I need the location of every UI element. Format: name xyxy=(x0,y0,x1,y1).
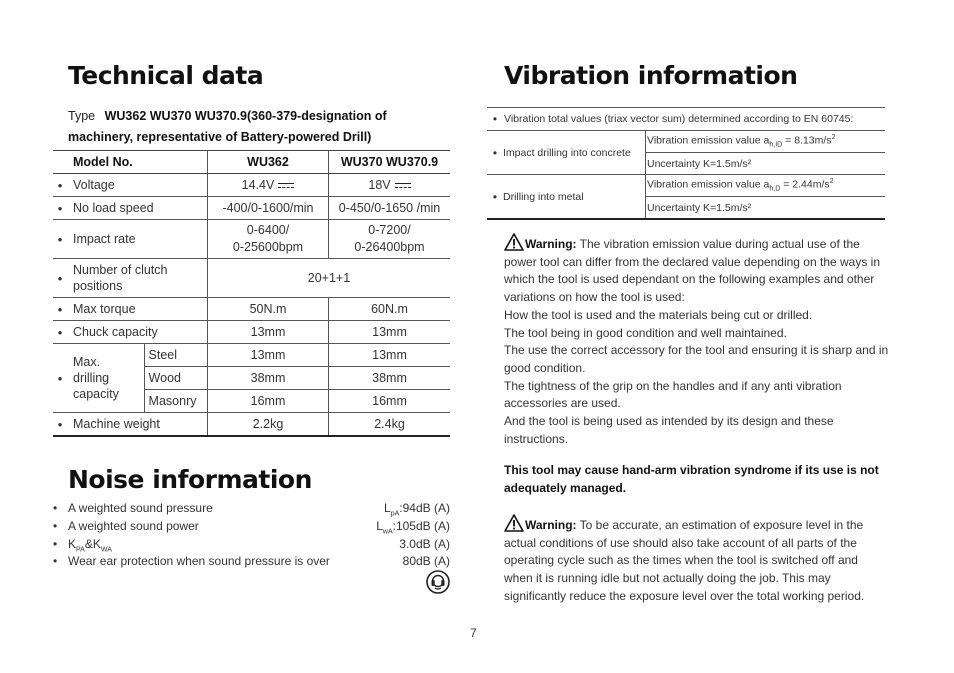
table-row xyxy=(53,197,450,220)
list-item xyxy=(53,537,450,555)
sound-pressure-label: A weighted sound pressure xyxy=(68,501,213,515)
wood-label: Wood xyxy=(144,367,207,390)
drilling-label-b: drilling xyxy=(73,371,110,385)
warning-paragraph-1 xyxy=(504,233,889,448)
lwa-symbol: L xyxy=(376,519,383,533)
masonry-label: Masonry xyxy=(144,390,207,413)
bullet: • xyxy=(53,537,58,551)
lwa-subscript: wA xyxy=(382,528,393,536)
metal-emission-value xyxy=(646,175,886,197)
type-label: Type xyxy=(68,109,96,123)
no-load-label: No load speed xyxy=(67,197,208,220)
bullet: • xyxy=(53,220,67,259)
chuck-col2: 13mm xyxy=(329,321,451,344)
impact-emission-value xyxy=(646,131,886,153)
weight-col2: 2.4kg xyxy=(329,413,451,437)
warning-label-1: Warning: xyxy=(525,237,577,251)
table-row xyxy=(53,321,450,344)
drilling-label-a: Max. xyxy=(73,355,101,369)
ear-protection-icon xyxy=(426,570,450,594)
torque-label: Max torque xyxy=(67,298,208,321)
voltage-col1 xyxy=(208,174,329,197)
chuck-col1: 13mm xyxy=(208,321,329,344)
bullet: • xyxy=(53,344,67,413)
k-value: 3.0dB (A) xyxy=(399,537,450,551)
lpa-subscript: pA xyxy=(390,510,400,518)
k-uncertainty-label xyxy=(68,537,112,553)
warning-line-2: The tool being in good condition and well maintained. xyxy=(504,325,787,340)
bullet: • xyxy=(53,197,67,220)
table-row xyxy=(53,220,450,259)
drilling-label-c: capacity xyxy=(73,387,119,401)
bullet: • xyxy=(53,174,67,197)
table-row xyxy=(53,344,450,367)
warning-line-1: How the tool is used and the materials being cut or drilled. xyxy=(504,307,813,322)
kwa-subscript: WA xyxy=(100,546,112,554)
impact-concrete-label: Impact drilling into concrete xyxy=(503,131,646,175)
steel-col2: 13mm xyxy=(329,344,451,367)
steel-col1: 13mm xyxy=(208,344,329,367)
bullet: • xyxy=(53,321,67,344)
vibration-information-title: Vibration information xyxy=(504,61,798,90)
sound-pressure-value xyxy=(384,501,450,517)
impact-emission-pre: Vibration emission value a xyxy=(647,134,770,147)
torque-col2: 60N.m xyxy=(329,298,451,321)
table-row xyxy=(487,131,885,153)
lpa-symbol: L xyxy=(384,501,391,515)
warning-line-5: And the tool is being used as intended by its design and these instructions. xyxy=(504,414,834,446)
masonry-col1: 16mm xyxy=(208,390,329,413)
masonry-col2: 16mm xyxy=(329,390,451,413)
table-row xyxy=(53,413,450,437)
metal-uncertainty: Uncertainty K=1.5m/s² xyxy=(646,197,886,220)
page-number: 7 xyxy=(470,626,477,640)
dc-symbol-icon xyxy=(395,182,411,189)
impact-col1 xyxy=(208,220,329,259)
table-row xyxy=(53,174,450,197)
table-row xyxy=(487,175,885,197)
impact-col1-a: 0-6400/ xyxy=(246,223,290,237)
clutch-label-b: positions xyxy=(73,279,123,293)
bullet: • xyxy=(53,298,67,321)
col2-header: WU370 WU370.9 xyxy=(329,151,451,174)
impact-emission-sub: h,ID xyxy=(769,141,783,149)
metal-emission-sup: 2 xyxy=(829,178,834,186)
clutch-label-a: Number of clutch xyxy=(73,263,168,277)
vibration-table xyxy=(487,107,885,220)
dc-symbol-icon xyxy=(278,182,294,189)
impact-col2-b: 0-26400bpm xyxy=(354,240,425,254)
voltage-col2 xyxy=(329,174,451,197)
chuck-label: Chuck capacity xyxy=(67,321,208,344)
bullet: • xyxy=(53,554,58,568)
type-line xyxy=(68,106,450,148)
ear-protection-value: 80dB (A) xyxy=(402,554,450,568)
type-value-line1: WU362 WU370 WU370.9(360-379-designation of xyxy=(104,109,387,123)
weight-label: Machine weight xyxy=(67,413,208,437)
impact-col2 xyxy=(329,220,451,259)
sound-power-value xyxy=(376,519,450,535)
list-item xyxy=(53,501,450,519)
list-item xyxy=(53,554,450,572)
type-value-line2: machinery, representative of Battery-powered Drill) xyxy=(68,130,372,144)
impact-emission-post: = 8.13m/s xyxy=(782,134,832,147)
warning-triangle-icon xyxy=(504,514,524,532)
warning-paragraph-2 xyxy=(504,514,889,606)
bullet: • xyxy=(53,501,58,515)
bullet: • xyxy=(487,108,503,131)
hav-syndrome-note: This tool may cause hand-arm vibration syndrome if its use is not adequately managed. xyxy=(504,463,879,495)
impact-label: Impact rate xyxy=(67,220,208,259)
voltage-col1-value: 14.4V xyxy=(241,177,275,192)
lwa-value: :105dB (A) xyxy=(392,519,450,533)
col1-header: WU362 xyxy=(208,151,329,174)
impact-col1-b: 0-25600bpm xyxy=(232,240,304,254)
bullet: • xyxy=(487,131,503,175)
ear-protection-label: Wear ear protection when sound pressure is over xyxy=(68,554,330,568)
warning-line-3: The use the correct accessory for the tool and ensuring it is sharp and in good condition. xyxy=(504,343,889,375)
clutch-value: 20+1+1 xyxy=(208,259,451,298)
torque-col1: 50N.m xyxy=(208,298,329,321)
drilling-label xyxy=(67,344,144,413)
voltage-col2-value: 18V xyxy=(368,177,391,192)
lpa-value: :94dB (A) xyxy=(399,501,450,515)
k2: &K xyxy=(84,537,101,551)
voltage-label: Voltage xyxy=(67,174,208,197)
metal-emission-pre: Vibration emission value a xyxy=(647,178,770,191)
impact-uncertainty: Uncertainty K=1.5m/s² xyxy=(646,153,886,175)
no-load-col2: 0-450/0-1650 /min xyxy=(329,197,451,220)
impact-col2-a: 0-7200/ xyxy=(368,223,411,237)
vibration-intro: Vibration total values (triax vector sum) determined according to EN 60745: xyxy=(503,108,885,131)
no-load-col1: -400/0-1600/min xyxy=(208,197,329,220)
bullet: • xyxy=(487,175,503,220)
k1: K xyxy=(68,537,77,551)
kpa-subscript: PA xyxy=(76,546,85,554)
warning-text-2: To be accurate, an estimation of exposure level in the actual conditions of use should also take account of all parts of the operating cycle such as the times when the tool is switched off and when it is running idle but not actually doing the job. This may significantly reduce the exposure level over the total working period. xyxy=(504,518,865,603)
warning-triangle-icon xyxy=(504,233,524,251)
steel-label: Steel xyxy=(144,344,207,367)
wood-col1: 38mm xyxy=(208,367,329,390)
wood-col2: 38mm xyxy=(329,367,451,390)
impact-emission-sup: 2 xyxy=(831,134,836,142)
metal-emission-post: = 2.44m/s xyxy=(780,178,830,191)
table-row xyxy=(487,108,885,131)
drilling-metal-label: Drilling into metal xyxy=(503,175,646,220)
technical-data-table xyxy=(53,150,450,437)
sound-power-label: A weighted sound power xyxy=(68,519,199,533)
bullet: • xyxy=(53,519,58,533)
weight-col1: 2.2kg xyxy=(208,413,329,437)
model-no-header: Model No. xyxy=(67,151,208,174)
warning-text-1: The vibration emission value during actual use of the power tool can differ from the declared value depending on the ways in which the tool is used dependant on the following examples and other variations on how the tool is used: xyxy=(504,237,881,305)
warning-line-4: The tightness of the grip on the handles and if any anti vibration accessories are used. xyxy=(504,378,842,411)
metal-emission-sub: h,D xyxy=(769,185,781,193)
table-row xyxy=(53,259,450,298)
bullet: • xyxy=(53,259,67,298)
technical-data-title: Technical data xyxy=(68,61,264,90)
warning-label-2: Warning: xyxy=(525,518,577,532)
table-row xyxy=(53,298,450,321)
list-item xyxy=(53,519,450,537)
clutch-label xyxy=(67,259,208,298)
noise-information-title: Noise information xyxy=(68,465,312,494)
bullet: • xyxy=(53,413,67,437)
table-header-row xyxy=(53,151,450,174)
noise-list xyxy=(53,501,450,591)
